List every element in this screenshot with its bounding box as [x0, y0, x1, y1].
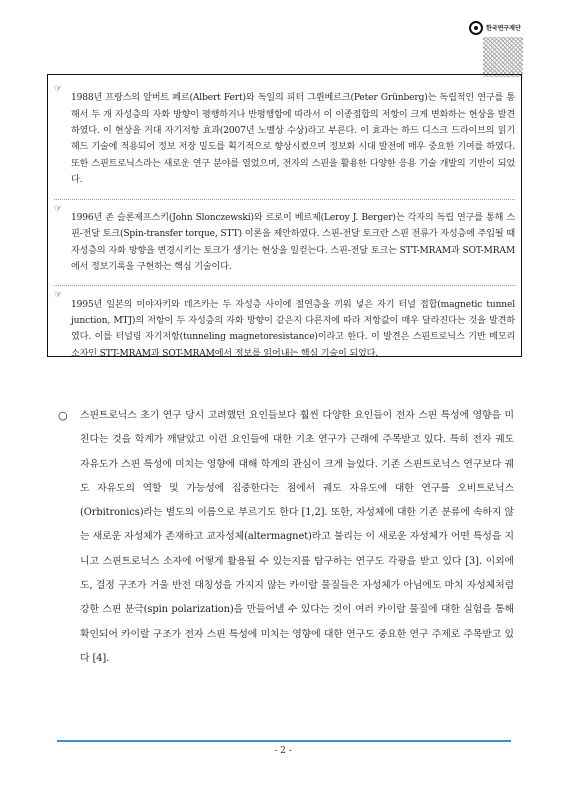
- org-name: 한국연구재단: [486, 25, 521, 32]
- box-item-gmr: [54, 81, 515, 198]
- pointing-hand-icon: ☞: [54, 84, 63, 94]
- page-number: - 2 -: [274, 746, 292, 756]
- box-item-text: 1995년 일본의 미야자키와 데즈카는 두 자성층 사이에 절연층을 끼워 넣은 자기 터널 접합(magnetic tunnel junction, MTJ)의 저항이 두 자성층의 자화 방향이 같은지 다른지에 따라 저항값이 매우 달라진다는 것을 발견하였다. 이를 터널링 자기저항(tunneling magnetoresistance)이라고 한다. 이 발견은 스핀트로닉스 기반 메모리 소자인 STT-MRAM과 SOT-MRAM에서 정보를 읽어내는 핵심 기술이 되었다.: [71, 299, 515, 359]
- history-box: [47, 74, 522, 357]
- main-paragraph: [58, 404, 514, 671]
- pointing-hand-icon: ☞: [54, 203, 63, 214]
- box-item-text: 1996년 존 슬론제프스키(John Slonczewski)와 르로이 베르제(Leroy J. Berger)는 각자의 독립 연구를 통해 스핀-전달 토크(Spin-transfer torque, STT) 이론을 제안하였다. 스핀-전달 토크란 스핀 전류가 자성층에 주입될 때 자성층의 자화 방향을 변경시키는 토크가 생기는 현상을 일컫는다. 스핀-전달 토크는 STT-MRAM과 SOT-MRAM에서 정보기록을 구현하는 핵심 기술이다.: [71, 212, 515, 272]
- pointing-hand-icon: ☞: [54, 290, 63, 301]
- box-item-tmr: [54, 285, 515, 371]
- logo-pattern: [483, 37, 523, 77]
- box-item-stt: [54, 199, 515, 285]
- header-logo: [469, 19, 527, 79]
- footer-divider: [57, 740, 511, 742]
- box-item-text: 1988년 프랑스의 알버트 페르(Albert Fert)와 독일의 피터 그륀베르크(Peter Grünberg)는 독립적인 연구를 통해서 두 개 자성층의 자화 방향이 평행하거나 반평행함에 따라서 이 이종접합의 저항이 크게 변화하는 현상을 발견하였다. 이 현상을 거대 자기저항 효과(2007년 노벨상 수상)라고 부른다. 이 효과는 하드 디스크 드라이브의 읽기 헤드 기술에 적용되어 정보 저장 밀도를 획기적으로 향상시켰으며 정보화 시대 발전에 매우 중요한 기여를 하였다. 또한 스핀트로닉스라는 새로운 연구 분야를 열었으며, 전자의 스핀을 활용한 다양한 응용 기술 개발의 기반이 되었다.: [71, 93, 515, 186]
- main-paragraph-text: 스핀트로닉스 초기 연구 당시 고려했던 요인들보다 훨씬 다양한 요인들이 전자 스핀 특성에 영향을 미친다는 것을 학계가 깨달았고 이런 요인들에 대한 기초 연구가 근래에 주목받고 있다. 특히 전자 궤도 자유도가 스핀 특성에 미치는 영향에 대해 학계의 관심이 크게 늘었다. 기존 스핀트로닉스 연구보다 궤도 자유도의 역할 및 가능성에 집중한다는 점에서 궤도 자유도에 대한 연구를 오비트로닉스(Orbitronics)라는 별도의 이름으로 부르기도 한다 [1,2]. 또한, 자성체에 대한 기존 분류에 속하지 않는 새로운 자성체가 존재하고 교자성체(altermagnet)라고 불리는 이 새로운 자성체가 어떤 특성을 지니고 스핀트로닉스 소자에 어떻게 활용될 수 있는지를 탐구하는 연구도 각광을 받고 있다 [3]. 이외에도, 결정 구조가 거울 반전 대칭성을 가지지 않는 카이랄 물질들은 자성체가 아님에도 마치 자성체처럼 강한 스핀 분극(spin polarization)을 만들어낼 수 있다는 것이 여러 카이랄 물질에 대한 실험을 통해 확인되어 카이랄 구조가 전자 스핀 특성에 미치는 영향에 대한 연구도 중요한 연구 주제로 주목받고 있다 [4].: [80, 410, 514, 664]
- logo-emblem-icon: [469, 21, 483, 35]
- circle-bullet-icon: ○: [58, 409, 68, 422]
